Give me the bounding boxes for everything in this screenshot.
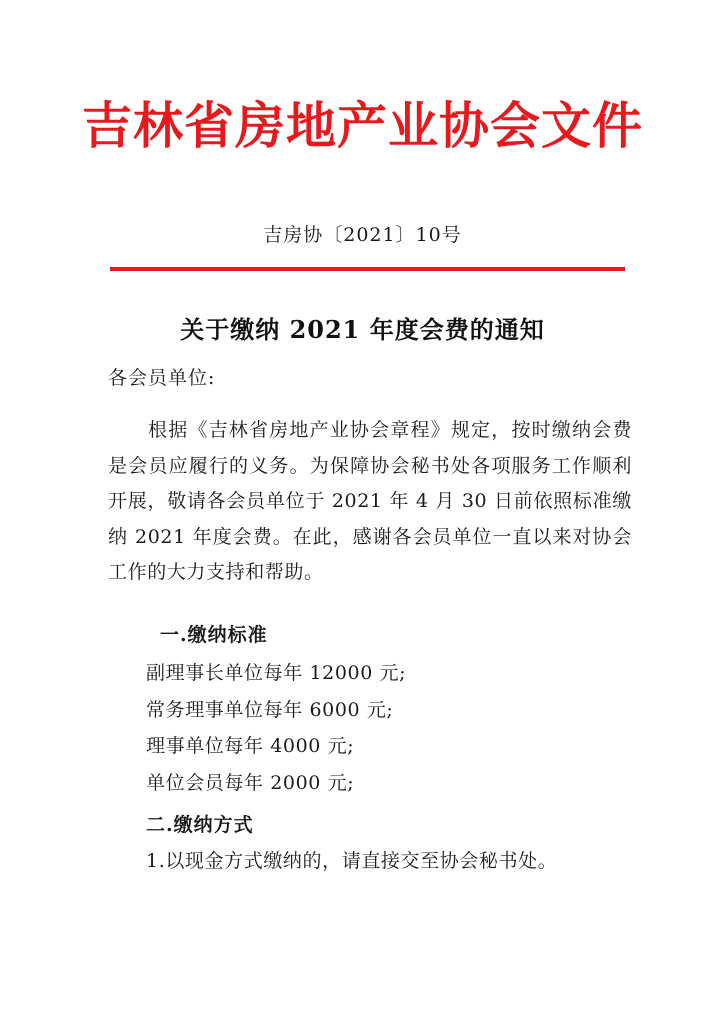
- document-header-title: 吉林省房地产业协会文件: [82, 96, 643, 155]
- body-paragraph: 根据《吉林省房地产业协会章程》规定，按时缴纳会费是会员应履行的义务。为保障协会秘书处各项服务工作顺利开展，敬请各会员单位于 2021 年 4 月 30 日前依照标准缴纳 2021 年度会费。在此，感谢各会员单位一直以来对协会工作的大力支持和帮助。: [108, 419, 632, 583]
- fee-item-executive-director: 常务理事单位每年 6000 元;: [146, 699, 394, 721]
- fee-item-director: 理事单位每年 4000 元;: [146, 735, 355, 757]
- section-heading-payment-method: 二.缴纳方式: [146, 814, 254, 836]
- section-heading-fee-standard: 一.缴纳标准: [160, 624, 268, 646]
- document-number: 吉房协〔2021〕10号: [263, 224, 462, 246]
- fee-item-vice-chairman: 副理事长单位每年 12000 元;: [146, 662, 407, 684]
- notice-title: 关于缴纳 2021 年度会费的通知: [180, 315, 545, 344]
- red-divider-line: [110, 267, 625, 271]
- payment-method-item: 1.以现金方式缴纳的，请直接交至协会秘书处。: [146, 850, 558, 872]
- fee-item-member: 单位会员每年 2000 元;: [146, 772, 355, 794]
- salutation: 各会员单位:: [108, 367, 216, 389]
